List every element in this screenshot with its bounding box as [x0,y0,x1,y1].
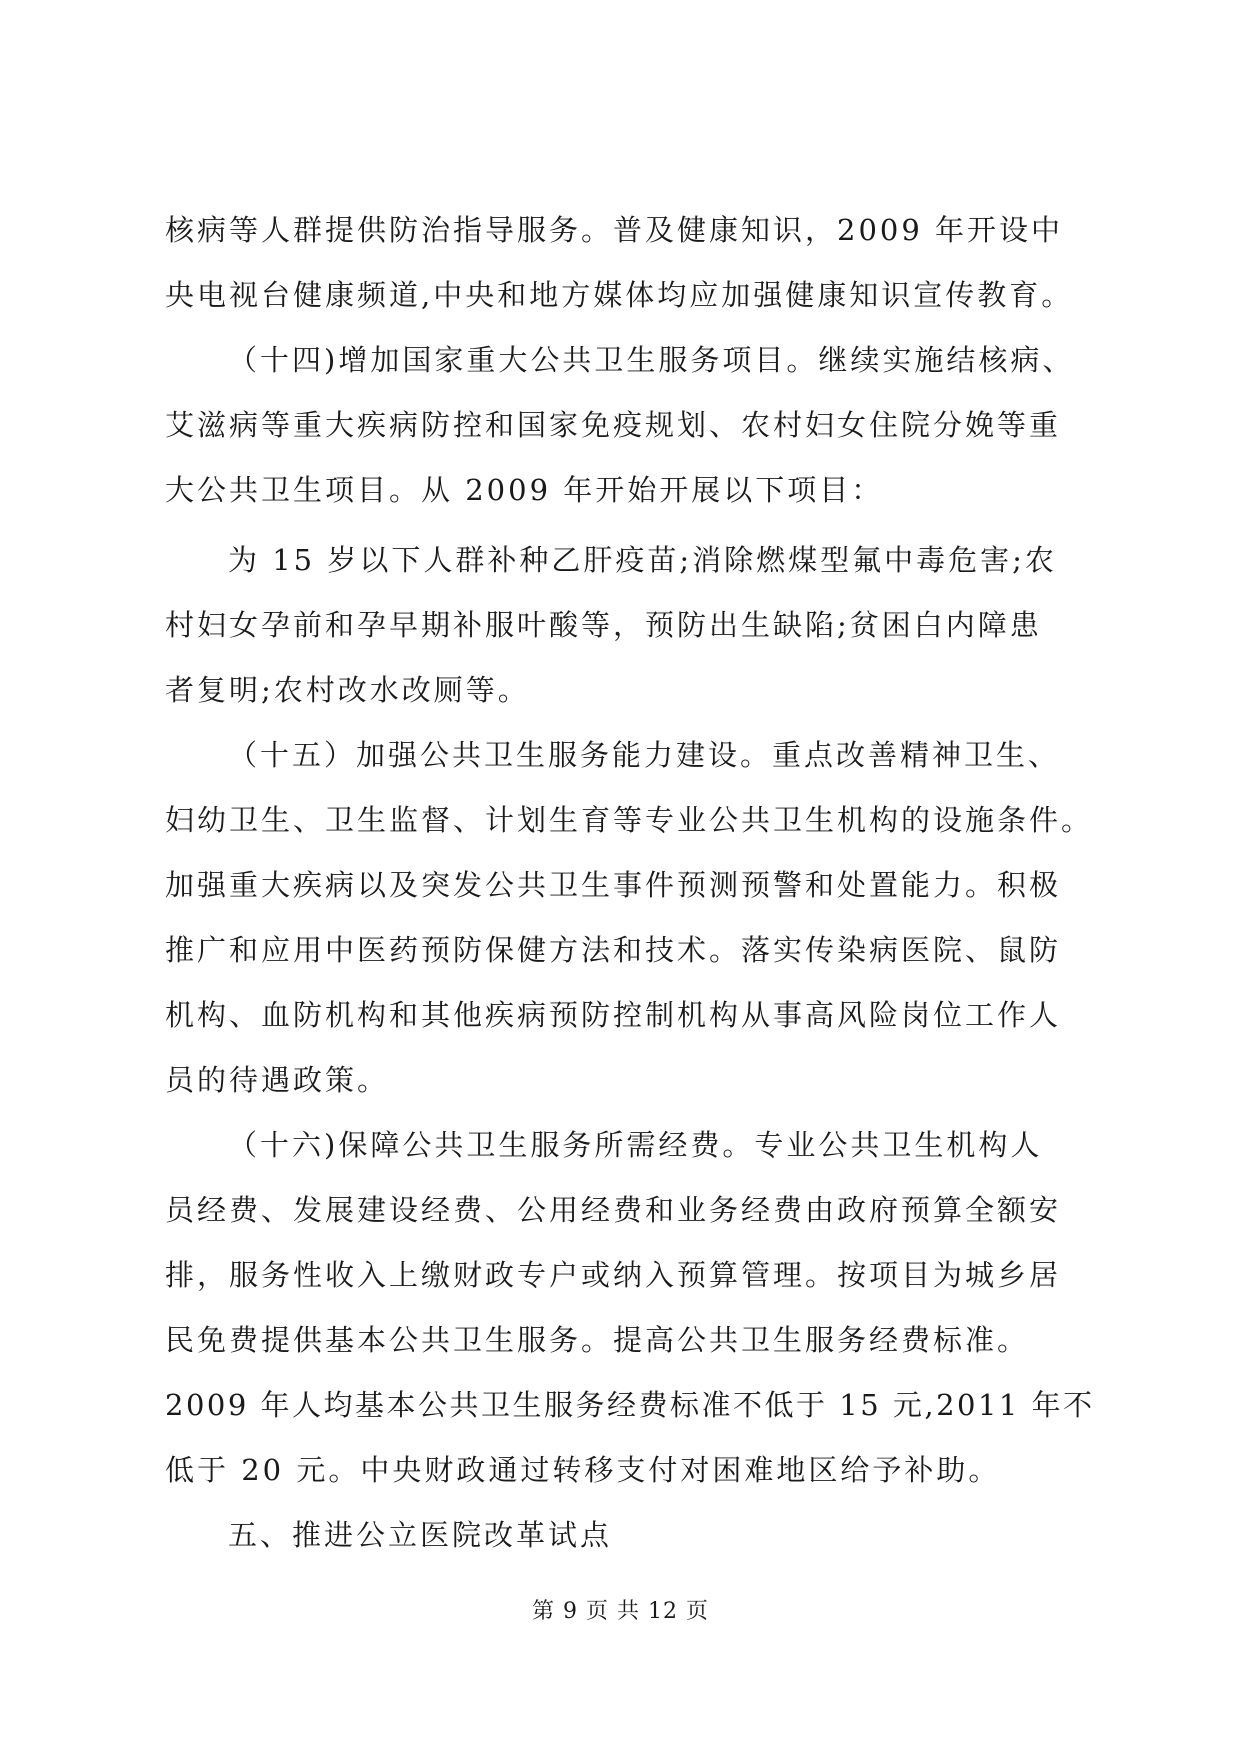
body-line: 排，服务性收入上缴财政专户或纳入预算管理。按项目为城乡居 [165,1258,1062,1292]
body-line: 核病等人群提供防治指导服务。普及健康知识，2009 年开设中 [165,213,1064,247]
body-line: 员的待遇政策。 [165,1063,390,1097]
body-line: 机构、血防机构和其他疾病预防控制机构从事高风险岗位工作人 [165,998,1062,1032]
body-line: 低于 20 元。中央财政通过转移支付对困难地区给予补助。 [165,1453,1001,1487]
section-15-heading-line: （十五）加强公共卫生服务能力建设。重点改善精神卫生、 [228,738,1061,772]
body-line: 村妇女孕前和孕早期补服叶酸等，预防出生缺陷;贫困白内障患 [165,608,1042,642]
body-line: 推广和应用中医药预防保健方法和技术。落实传染病医院、鼠防 [165,933,1062,967]
body-line: 加强重大疾病以及突发公共卫生事件预测预警和处置能力。积极 [165,868,1062,902]
body-line: 者复明;农村改水改厕等。 [165,673,530,707]
body-line: 员经费、发展建设经费、公用经费和业务经费由政府预算全额安 [165,1193,1062,1227]
body-line: 艾滋病等重大疾病防控和国家免疫规划、农村妇女住院分娩等重 [165,408,1062,442]
section-16-heading-line: （十六)保障公共卫生服务所需经费。专业公共卫生机构人 [228,1128,1043,1162]
body-line: 大公共卫生项目。从 2009 年开始开展以下项目： [165,473,884,507]
section-14-heading-line: （十四)增加国家重大公共卫生服务项目。继续实施结核病、 [228,343,1075,377]
body-line: 央电视台健康频道,中央和地方媒体均应加强健康知识宣传教育。 [165,278,1074,312]
body-line: 民免费提供基本公共卫生服务。提高公共卫生服务经费标准。 [165,1323,1030,1357]
page-footer: 第 9 页 共 12 页 [532,1599,709,1624]
body-line: 妇幼卫生、卫生监督、计划生育等专业公共卫生机构的设施条件。 [165,803,1094,837]
section-5-heading: 五、推进公立医院改革试点 [228,1518,613,1552]
body-line: 为 15 岁以下人群补种乙肝疫苗;消除燃煤型氟中毒危害;农 [228,543,1057,577]
body-line: 2009 年人均基本公共卫生服务经费标准不低于 15 元,2011 年不 [165,1388,1095,1422]
